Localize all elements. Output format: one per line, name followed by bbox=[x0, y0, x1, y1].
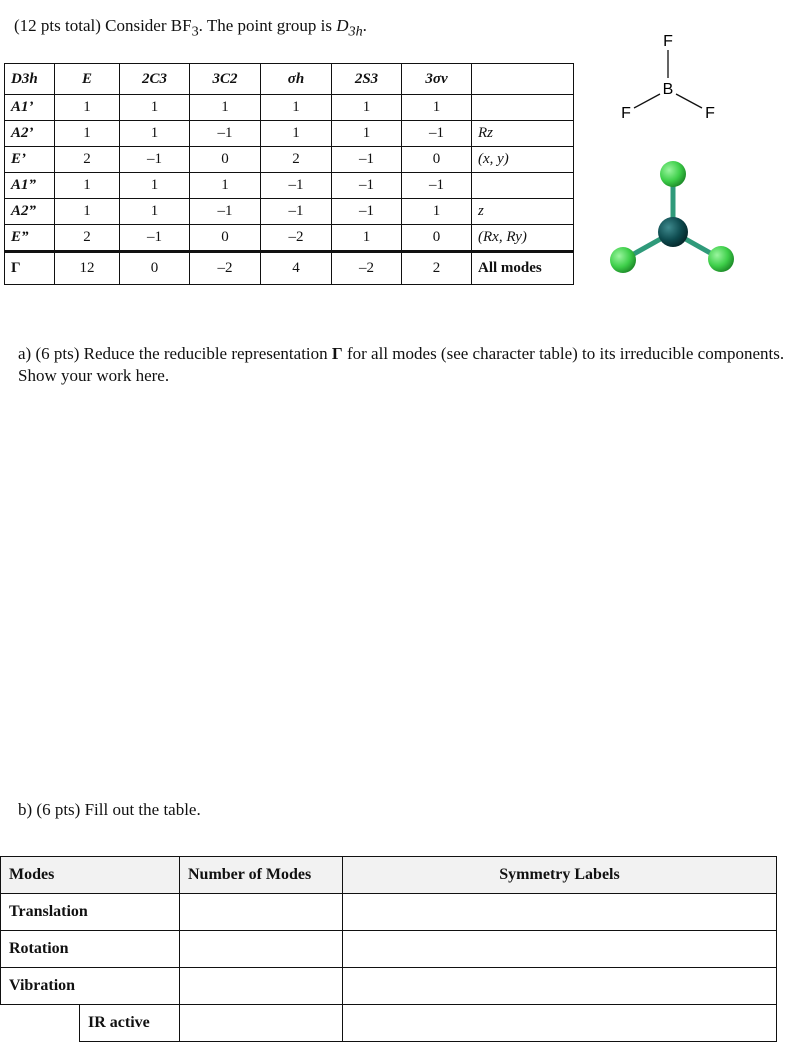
character-cell: 1 bbox=[55, 173, 120, 199]
character-cell: –1 bbox=[190, 199, 261, 225]
character-cell: –1 bbox=[402, 173, 472, 199]
gamma-cell: –2 bbox=[190, 252, 261, 285]
character-cell: 1 bbox=[120, 121, 190, 147]
atom-f-left: F bbox=[621, 105, 631, 122]
character-cell: 1 bbox=[261, 121, 332, 147]
character-cell: 1 bbox=[332, 121, 402, 147]
character-cell: 0 bbox=[402, 147, 472, 173]
character-cell: 1 bbox=[332, 225, 402, 252]
irrep-label: A2” bbox=[5, 199, 55, 225]
answer-cell[interactable] bbox=[180, 1005, 343, 1042]
bf3-ball-model bbox=[603, 150, 743, 280]
answer-cell[interactable] bbox=[343, 1005, 777, 1042]
header-symmetry-labels: Symmetry Labels bbox=[343, 857, 777, 894]
row-rotation: Rotation bbox=[1, 931, 180, 968]
table-row bbox=[5, 225, 574, 252]
gamma-basis: All modes bbox=[472, 252, 574, 285]
basis-cell: (x, y) bbox=[472, 147, 574, 173]
character-cell: –1 bbox=[190, 121, 261, 147]
character-cell: 0 bbox=[190, 225, 261, 252]
character-cell: –1 bbox=[332, 199, 402, 225]
character-cell: 1 bbox=[120, 95, 190, 121]
row-vibration: Vibration bbox=[1, 968, 180, 1005]
gamma-cell: 4 bbox=[261, 252, 332, 285]
gamma-cell: 0 bbox=[120, 252, 190, 285]
character-cell: 2 bbox=[55, 225, 120, 252]
part-a-text-rest: for all modes (see character table) to its irreducible components. Show your work here. bbox=[18, 344, 785, 385]
row-translation: Translation bbox=[1, 894, 180, 931]
basis-cell bbox=[472, 95, 574, 121]
header-E: E bbox=[55, 64, 120, 95]
character-table bbox=[4, 63, 574, 285]
character-cell: –1 bbox=[261, 199, 332, 225]
irrep-label: A2’ bbox=[5, 121, 55, 147]
basis-cell: Rz bbox=[472, 121, 574, 147]
header-modes: Modes bbox=[1, 857, 180, 894]
point-group-subscript: 3h bbox=[348, 23, 363, 40]
character-cell: 1 bbox=[402, 95, 472, 121]
basis-cell: (Rx, Ry) bbox=[472, 225, 574, 252]
character-cell: 0 bbox=[190, 147, 261, 173]
header-3C2: 3C2 bbox=[190, 64, 261, 95]
header-2C3: 2C3 bbox=[120, 64, 190, 95]
part-a-prompt bbox=[18, 343, 798, 387]
irrep-label: E’ bbox=[5, 147, 55, 173]
table-row bbox=[5, 121, 574, 147]
character-cell: –1 bbox=[261, 173, 332, 199]
part-a-text: a) (6 pts) Reduce the reducible representation bbox=[18, 344, 332, 363]
table-row bbox=[1, 894, 777, 931]
atom-b: B bbox=[662, 81, 674, 98]
gamma-cell: –2 bbox=[332, 252, 402, 285]
title-text-mid: . The point group is bbox=[198, 16, 337, 35]
answer-cell[interactable] bbox=[343, 968, 777, 1005]
character-cell: –1 bbox=[402, 121, 472, 147]
answer-cell[interactable] bbox=[180, 968, 343, 1005]
point-group-symbol: D bbox=[336, 16, 349, 35]
answer-cell[interactable] bbox=[343, 931, 777, 968]
gamma-symbol: Γ bbox=[331, 344, 343, 363]
character-cell: –1 bbox=[120, 147, 190, 173]
table-row bbox=[1, 1005, 777, 1042]
header-number-of-modes: Number of Modes bbox=[180, 857, 343, 894]
blank-corner bbox=[1, 1005, 80, 1042]
atom-f-right: F bbox=[705, 105, 715, 122]
header-3sigma-v: 3σv bbox=[402, 64, 472, 95]
irrep-label: A1’ bbox=[5, 95, 55, 121]
irrep-label: E” bbox=[5, 225, 55, 252]
answer-cell[interactable] bbox=[343, 894, 777, 931]
gamma-cell: 12 bbox=[55, 252, 120, 285]
row-ir-active: IR active bbox=[80, 1005, 180, 1042]
character-cell: 1 bbox=[55, 95, 120, 121]
table-row bbox=[5, 199, 574, 225]
table-row bbox=[5, 95, 574, 121]
character-cell: 1 bbox=[190, 173, 261, 199]
bond-line bbox=[676, 94, 702, 108]
corner-label: D3h bbox=[5, 64, 55, 95]
gamma-cell: 2 bbox=[402, 252, 472, 285]
header-basis bbox=[472, 64, 574, 95]
header-2S3: 2S3 bbox=[332, 64, 402, 95]
character-cell: –1 bbox=[332, 173, 402, 199]
table-row bbox=[1, 968, 777, 1005]
part-b-prompt: b) (6 pts) Fill out the table. bbox=[18, 800, 201, 819]
character-cell: –1 bbox=[120, 225, 190, 252]
character-cell: 1 bbox=[55, 199, 120, 225]
answer-cell[interactable] bbox=[180, 931, 343, 968]
bond-line bbox=[634, 94, 660, 108]
header-sigma-h: σh bbox=[261, 64, 332, 95]
fluorine-atom bbox=[660, 161, 686, 187]
character-cell: 0 bbox=[402, 225, 472, 252]
atom-f-top: F bbox=[663, 33, 673, 50]
table-row bbox=[5, 147, 574, 173]
character-cell: –2 bbox=[261, 225, 332, 252]
irrep-label: A1” bbox=[5, 173, 55, 199]
character-cell: –1 bbox=[332, 147, 402, 173]
fluorine-atom bbox=[610, 247, 636, 273]
character-cell: 1 bbox=[120, 173, 190, 199]
character-cell: 1 bbox=[120, 199, 190, 225]
character-cell: 1 bbox=[261, 95, 332, 121]
title-text: (12 pts total) Consider BF bbox=[14, 16, 192, 35]
character-cell: 2 bbox=[55, 147, 120, 173]
fluorine-atom bbox=[708, 246, 734, 272]
character-cell: 1 bbox=[332, 95, 402, 121]
bf3-structural-formula bbox=[608, 28, 728, 128]
character-cell: 1 bbox=[190, 95, 261, 121]
question-title bbox=[14, 16, 367, 40]
basis-cell bbox=[472, 173, 574, 199]
table-row bbox=[5, 173, 574, 199]
title-subscript: 3 bbox=[191, 23, 199, 40]
basis-cell: z bbox=[472, 199, 574, 225]
character-cell: 1 bbox=[55, 121, 120, 147]
boron-atom bbox=[658, 217, 688, 247]
answer-cell[interactable] bbox=[180, 894, 343, 931]
character-cell: 1 bbox=[402, 199, 472, 225]
title-period: . bbox=[362, 16, 367, 35]
table-row bbox=[1, 931, 777, 968]
gamma-label: Γ bbox=[5, 252, 55, 285]
gamma-row bbox=[5, 252, 574, 285]
character-cell: 2 bbox=[261, 147, 332, 173]
modes-table bbox=[0, 856, 777, 1042]
